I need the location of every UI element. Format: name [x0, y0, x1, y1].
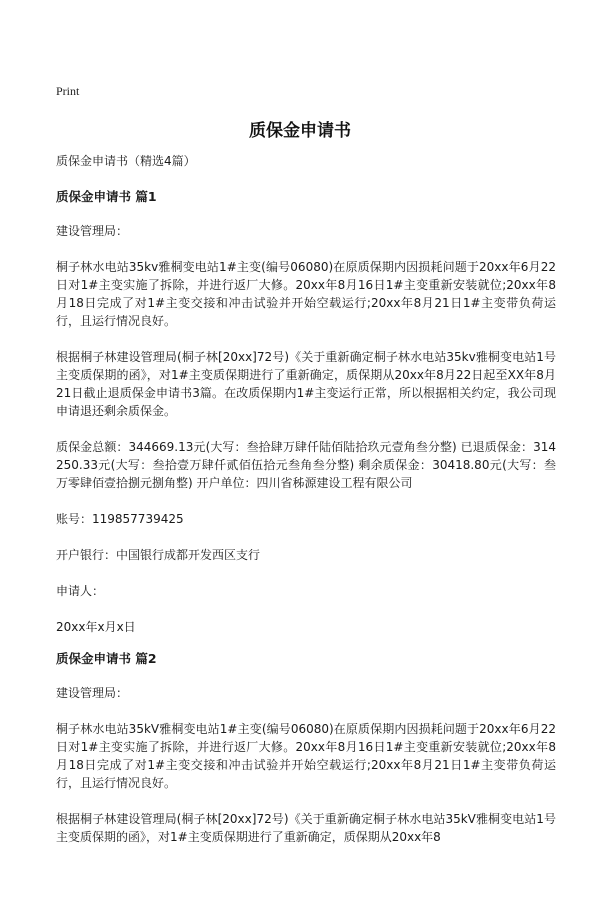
print-label: Print — [56, 84, 80, 98]
account-number: 账号：119857739425 — [56, 512, 184, 526]
paragraph: 根据桐子林建设管理局(桐子林[20xx]72号)《关于重新确定桐子林水电站35kv雅桐变电站1号主变质保期的函》，对1#主变质保期进行了重新确定，质保期从20xx年8月22日起至XX年8月21日截止退质保金申请书3篇。在改质保期内1#主变运行正常，所以根据相关约定，我公司现申请退还剩余质保金。 — [56, 350, 556, 418]
document-body — [56, 152, 556, 864]
applicant-label: 申请人： — [56, 584, 105, 598]
salutation: 建设管理局： — [56, 686, 129, 700]
page-title: 质保金申请书 — [249, 121, 351, 141]
date-line: 20xx年x月x日 — [56, 620, 136, 634]
paragraph: 桐子林水电站35kv雅桐变电站1#主变(编号06080)在原质保期内因损耗问题于20xx年6月22日对1#主变实施了拆除，并进行返厂大修。20xx年8月16日1#主变重新安装就位;20xx年8月18日完成了对1#主变交接和冲击试验并开始空载运行;20xx年8月21日1#主变带负荷运行，且运行情况良好。 — [56, 260, 556, 328]
document-subtitle: 质保金申请书（精选4篇） — [56, 154, 196, 168]
paragraph: 桐子林水电站35kV雅桐变电站1#主变(编号06080)在原质保期内因损耗问题于20xx年6月22日对1#主变实施了拆除，并进行返厂大修。20xx年8月16日1#主变重新安装就位;20xx年8月18日完成了对1#主变交接和冲击试验并开始空载运行;20xx年8月21日1#主变带负荷运行，且运行情况良好。 — [56, 722, 556, 790]
salutation: 建设管理局： — [56, 224, 129, 238]
section-heading-1: 质保金申请书 篇1 — [56, 189, 157, 204]
paragraph: 质保金总额：344669.13元(大写：叁拾肆万肆仟陆佰陆拾玖元壹角叁分整) 已退质保金：314250.33元(大写：叁拾壹万肆仟贰佰伍拾元叁角叁分整) 剩余质保金：30418.80元(大写：叁万零肆佰壹拾捌元捌角整) 开户单位：四川省秭源建设工程有限公司 — [56, 440, 556, 490]
bank-name: 开户银行：中国银行成都开发西区支行 — [56, 548, 261, 562]
section-heading-2: 质保金申请书 篇2 — [56, 651, 157, 666]
paragraph: 根据桐子林建设管理局(桐子林[20xx]72号)《关于重新确定桐子林水电站35kV雅桐变电站1号主变质保期的函》，对1#主变质保期进行了重新确定，质保期从20xx年8 — [56, 812, 556, 844]
